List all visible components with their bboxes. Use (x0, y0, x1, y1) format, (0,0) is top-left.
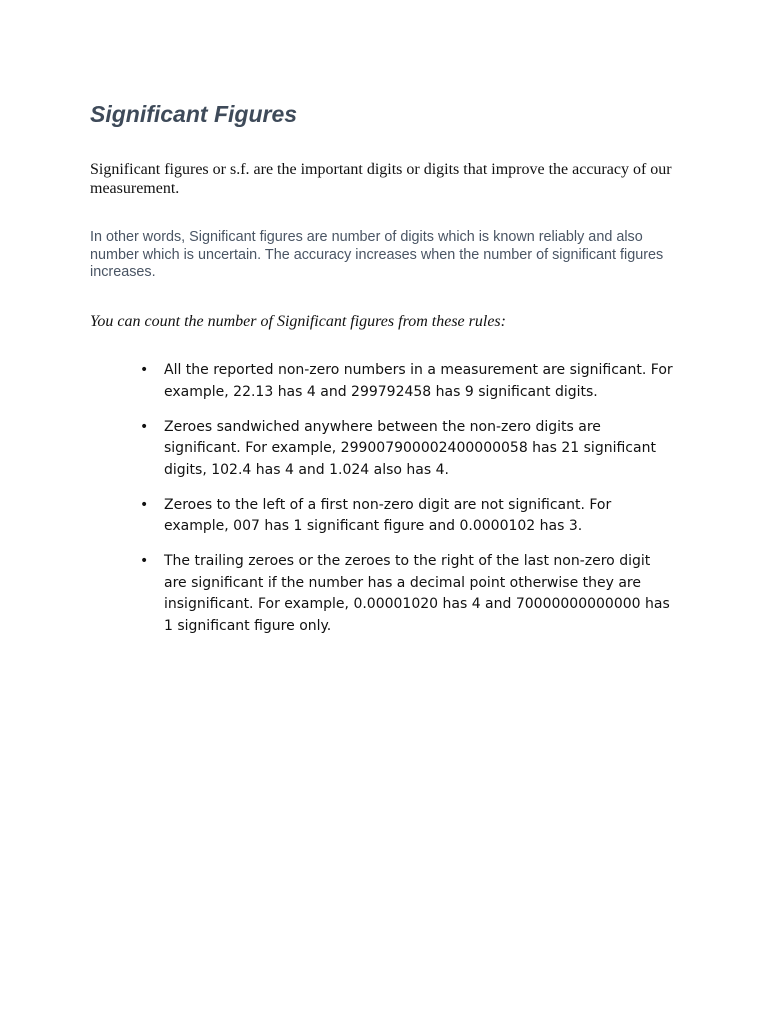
rules-list (140, 360, 675, 651)
rule-text: All the reported non-zero numbers in a measurement are significant. For example, 22.13 has 4 and 299792458 has 9 significant digits. (164, 362, 673, 400)
rule-text: Zeroes to the left of a first non-zero digit are not significant. For example, 007 has 1 significant figure and 0.0000102 has 3. (164, 496, 612, 534)
page-title: Significant Figures (90, 101, 298, 127)
list-item (140, 360, 675, 403)
bullet-icon: • (140, 553, 149, 569)
rule-text: The trailing zeroes or the zeroes to the right of the last non-zero digit are significant if the number has a decimal point otherwise they are insignificant. For example, 0.00001020 has 4 and 70000000000000 has 1 significant figure only. (164, 553, 670, 634)
rule-text: Zeroes sandwiched anywhere between the non-zero digits are significant. For example, 299007900002400000058 has 21 significant digits, 102.4 has 4 and 1.024 also has 4. (164, 418, 656, 478)
list-item (140, 417, 675, 482)
bullet-icon: • (140, 496, 149, 513)
bullet-icon: • (140, 362, 149, 378)
explanation-paragraph: In other words, Significant figures are number of digits which is known reliably and also number which is uncertain. The accuracy increases when the number of significant figures increases. (90, 229, 664, 280)
list-item (140, 551, 675, 637)
list-item (140, 495, 675, 538)
rules-intro: You can count the number of Significant figures from these rules: (90, 313, 506, 330)
bullet-icon: • (140, 418, 149, 435)
intro-paragraph: Significant figures or s.f. are the important digits or digits that improve the accuracy of our measurement. (90, 161, 672, 197)
